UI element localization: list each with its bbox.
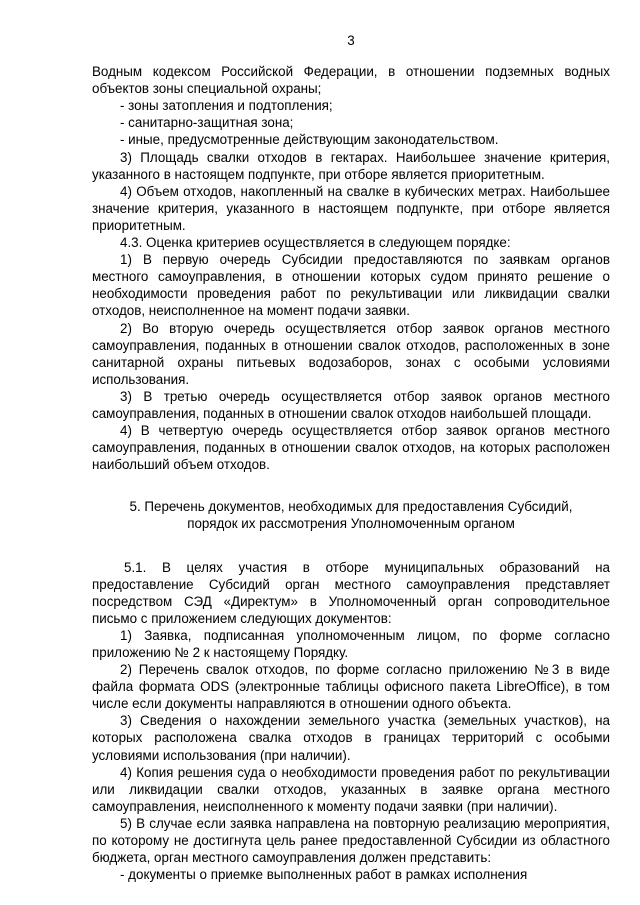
paragraph: 3) Площадь свалки отходов в гектарах. Наибольшее значение критерия, указанного в настоящем подпункте, при отборе является приоритетным. [92, 149, 610, 182]
paragraph: Водным кодексом Российской Федерации, в отношении подземных водных объектов зоны специальной охраны; [92, 64, 610, 97]
list-item: - зоны затопления и подтопления; [120, 98, 333, 114]
page-number: 3 [347, 33, 355, 48]
paragraph: 5) В случае если заявка направлена на повторную реализацию мероприятия, по которому не достигнута цель ранее предоставленной Субсидии из областного бюджета, орган местного самоуправления должен представить: [92, 815, 610, 866]
paragraph: 2) Во вторую очередь осуществляется отбор заявок органов местного самоуправления, поданных в отношении свалок отходов, расположенных в зоне санитарной охраны питьевых водозаборов, зонах с особыми условиями использования. [92, 320, 610, 387]
list-item: - санитарно-защитная зона; [120, 115, 294, 131]
paragraph: 4) Объем отходов, накопленный на свалке в кубических метрах. Наибольшее значение критерия, указанного в настоящем подпункте, при отборе является приоритетным. [92, 183, 610, 233]
list-item: - иные, предусмотренные действующим законодательством. [120, 132, 499, 148]
paragraph: 5.1. В целях участия в отборе муниципальных образований на предоставление Субсидий орган местного самоуправления представляет посредством СЭД «Директум» в Уполномоченный орган сопроводительное письмо с приложением следующих документов: [92, 559, 610, 626]
paragraphs-before-section [92, 63, 610, 473]
paragraph: 1) В первую очередь Субсидии предоставляются по заявкам органов местного самоуправления, в отношении которых судом принято решение о необходимости проведения работ по рекультивации или ликвидации свалки отходов, неисполненное на момент подачи заявки. [92, 252, 610, 319]
paragraph: 2) Перечень свалок отходов, по форме согласно приложению №3 в виде файла формата ODS (электронные таблицы офисного пакета LibreOffice), в том числе если документы направляются в отношении одного объекта. [92, 662, 610, 712]
document-page [92, 32, 610, 883]
paragraph: 4) В четвертую очередь осуществляется отбор заявок органов местного самоуправления, поданных в отношении свалок отходов, на которых расположен наибольший объем отходов. [92, 423, 610, 473]
paragraph: 3) В третью очередь осуществляется отбор заявок органов местного самоуправления, поданных в отношении свалок отходов наибольшей площади. [92, 388, 610, 421]
paragraph: - документы о приемке выполненных работ в рамках исполнения [120, 867, 528, 883]
paragraph: 1) Заявка, подписанная уполномоченным лицом, по форме согласно приложению № 2 к настоящему Порядку. [92, 627, 610, 660]
section-heading: 5. Перечень документов, необходимых для предоставления Субсидий, порядок их рассмотрения Уполномоченным органом [129, 499, 573, 532]
paragraph: 4) Копия решения суда о необходимости проведения работ по рекультивации или ликвидации свалки отходов, указанных в заявке органа местного самоуправления, неисполненного к моменту подачи заявки (при наличии). [92, 764, 610, 814]
paragraph: 4.3. Оценка критериев осуществляется в следующем порядке: [120, 235, 511, 251]
paragraph: 3) Сведения о нахождении земельного участка (земельных участков), на которых расположена свалка отходов в границах территорий с особыми условиями использования (при наличии). [92, 713, 610, 763]
paragraphs-after-section [92, 559, 610, 884]
